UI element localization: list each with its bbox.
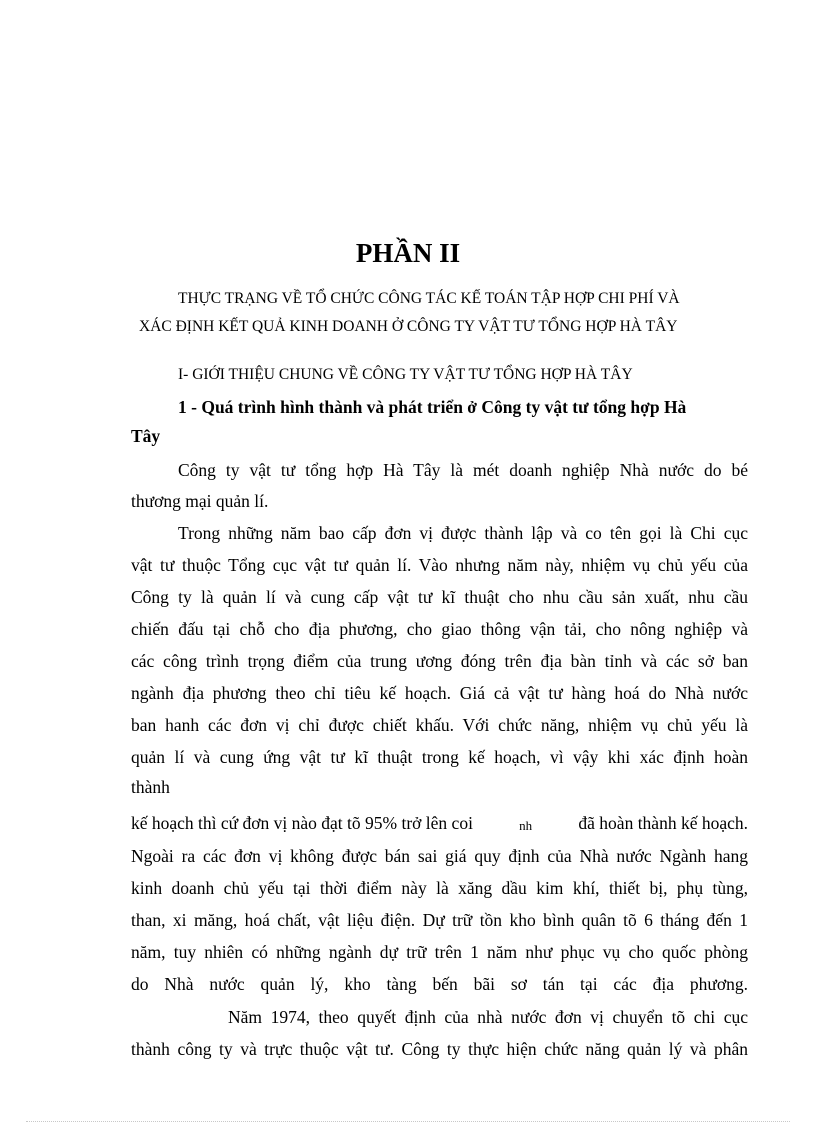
paragraph-line: Năm 1974, theo quyết định của nhà nước đơn vị chuyển tõ chi cục bbox=[228, 1007, 748, 1027]
paragraph-line: do Nhà nước quản lý, kho tàng bến bãi sơ tán tại các địa phương. bbox=[131, 974, 748, 994]
paragraph-line: Công ty là quản lí và cung cấp vật tư kĩ thuật cho nhu cầu sản xuất, nhu cầu bbox=[131, 587, 748, 607]
text-run-small: nh bbox=[519, 818, 533, 833]
paragraph-line: thương mại quản lí. bbox=[131, 491, 269, 511]
paragraph-line: chiến đấu tại chỗ cho địa phương, cho giao thông vận tải, cho nông nghiệp và bbox=[131, 619, 748, 639]
paragraph-line: Trong những năm bao cấp đơn vị được thành lập và co tên gọi là Chi cục bbox=[178, 523, 748, 543]
paragraph-line: ngành địa phương theo chỉ tiêu kế hoạch. Giá cả vật tư hàng hoá do Nhà nước bbox=[131, 683, 748, 703]
paragraph-line: quản lí và cung ứng vật tư kĩ thuật trong kế hoạch, vì vậy khi xác định hoàn bbox=[131, 747, 748, 767]
subsection-heading-line-1: 1 - Quá trình hình thành và phát triển ở Công ty vật tư tổng hợp Hà bbox=[178, 397, 687, 417]
paragraph-line: năm, tuy nhiên có những ngành dự trữ trên 1 năm như phục vụ cho quốc phòng bbox=[131, 942, 748, 962]
paragraph-line: Công ty vật tư tổng hợp Hà Tây là mét doanh nghiệp Nhà nước do bé bbox=[178, 460, 748, 480]
part-title: PHẦN II bbox=[355, 238, 461, 268]
paragraph-line: thành công ty và trực thuộc vật tư. Công ty thực hiện chức năng quản lý và phân bbox=[131, 1039, 748, 1059]
subtitle-line-2: XÁC ĐỊNH KẾT QUẢ KINH DOANH Ở CÔNG TY VẬT TƯ TỔNG HỢP HÀ TÂY bbox=[139, 318, 678, 335]
page-bottom-rule bbox=[26, 1121, 790, 1122]
subtitle-line-1: THỰC TRẠNG VỀ TỔ CHỨC CÔNG TÁC KẾ TOÁN TẬP HỢP CHI PHÍ VÀ bbox=[178, 290, 680, 307]
paragraph-line: các công trình trọng điểm của trung ương đóng trên địa bàn tỉnh và các sở ban bbox=[131, 651, 748, 671]
paragraph-line: vật tư thuộc Tổng cục vật tư quản lí. Vào nhưng năm này, nhiệm vụ chủ yếu của bbox=[131, 555, 748, 575]
paragraph-line bbox=[131, 813, 748, 834]
paragraph-line: than, xi măng, hoá chất, vật liệu điện. Dự trữ tồn kho bình quân tõ 6 tháng đến 1 bbox=[131, 910, 748, 930]
text-run: đã hoàn thành kế hoạch. bbox=[578, 813, 748, 833]
paragraph-line: kinh doanh chủ yếu tại thời điểm này là xăng dầu kim khí, thiết bị, phụ tùng, bbox=[131, 878, 748, 898]
paragraph-line: thành bbox=[131, 777, 170, 797]
paragraph-line: Ngoài ra các đơn vị không được bán sai giá quy định của Nhà nước Ngành hang bbox=[131, 846, 748, 866]
paragraph-line: ban hanh các đơn vị chỉ được chiết khấu. Với chức năng, nhiệm vụ chủ yếu là bbox=[131, 715, 748, 735]
section-heading: I- GIỚI THIỆU CHUNG VỀ CÔNG TY VẬT TƯ TỔNG HỢP HÀ TÂY bbox=[178, 366, 633, 383]
text-run: kế hoạch thì cứ đơn vị nào đạt tõ 95% trở lên coi bbox=[131, 813, 473, 833]
subsection-heading-line-2: Tây bbox=[131, 426, 161, 446]
